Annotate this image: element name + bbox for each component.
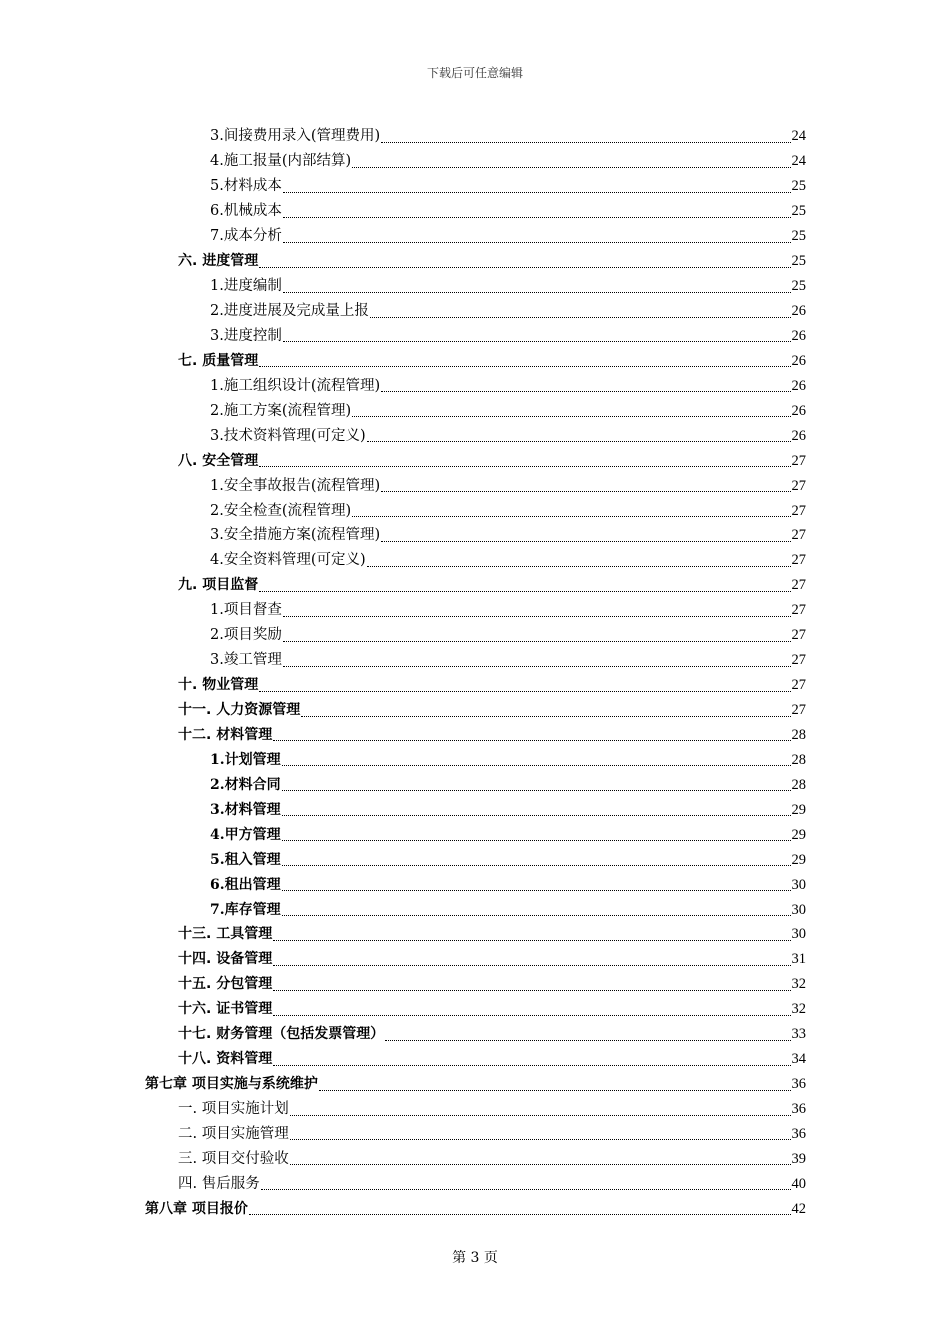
- toc-entry-page-number: 26: [791, 303, 806, 320]
- toc-entry[interactable]: [0, 523, 950, 548]
- dot-leader: [385, 1039, 790, 1041]
- dot-leader: [352, 415, 790, 417]
- toc-entry-title: 十. 物业管理: [178, 677, 259, 694]
- toc-entry[interactable]: [0, 249, 950, 274]
- toc-entry[interactable]: [0, 1196, 950, 1221]
- dot-leader: [259, 266, 790, 268]
- dot-leader: [273, 1064, 790, 1066]
- toc-entry-title: 第七章 项目实施与系统维护: [145, 1076, 318, 1093]
- toc-entry[interactable]: [0, 299, 950, 324]
- toc-entry[interactable]: [0, 623, 950, 648]
- toc-entry[interactable]: [0, 1047, 950, 1072]
- table-of-contents: [0, 124, 950, 1221]
- dot-leader: [273, 939, 790, 941]
- toc-entry-title: 3.安全措施方案(流程管理): [210, 527, 381, 544]
- toc-entry-title: 4.安全资料管理(可定义): [210, 552, 366, 569]
- toc-entry-title: 十八. 资料管理: [178, 1051, 273, 1068]
- toc-entry-title: 第八章 项目报价: [145, 1200, 248, 1217]
- toc-entry[interactable]: [0, 149, 950, 174]
- toc-entry-page-number: 30: [791, 876, 806, 893]
- toc-entry-title: 六. 进度管理: [178, 253, 259, 270]
- toc-entry[interactable]: [0, 822, 950, 847]
- toc-entry-page-number: 26: [791, 377, 806, 394]
- toc-entry-page-number: 28: [791, 776, 806, 793]
- toc-entry-title: 2.安全检查(流程管理): [210, 502, 352, 519]
- dot-leader: [290, 1114, 791, 1116]
- toc-entry-page-number: 26: [791, 402, 806, 419]
- toc-entry-page-number: 33: [791, 1026, 806, 1043]
- toc-entry-page-number: 36: [791, 1125, 806, 1142]
- dot-leader: [259, 465, 790, 467]
- toc-entry[interactable]: [0, 199, 950, 224]
- dot-leader: [259, 590, 790, 592]
- toc-entry[interactable]: [0, 473, 950, 498]
- dot-leader: [367, 565, 791, 567]
- toc-entry[interactable]: [0, 1022, 950, 1047]
- toc-entry[interactable]: [0, 747, 950, 772]
- dot-leader: [261, 1188, 791, 1190]
- toc-entry-page-number: 25: [791, 203, 806, 220]
- toc-entry-title: 7.成本分析: [210, 228, 282, 245]
- toc-entry-title: 七. 质量管理: [178, 352, 259, 369]
- toc-entry-page-number: 36: [791, 1101, 806, 1118]
- dot-leader: [283, 615, 791, 617]
- toc-entry-page-number: 26: [791, 427, 806, 444]
- toc-entry[interactable]: [0, 723, 950, 748]
- toc-entry-title: 十四. 设备管理: [178, 951, 273, 968]
- toc-entry-title: 6.租出管理: [210, 876, 281, 893]
- toc-entry-title: 7.库存管理: [210, 901, 281, 918]
- toc-entry-title: 4.甲方管理: [210, 826, 281, 843]
- toc-entry-page-number: 39: [791, 1150, 806, 1167]
- toc-entry-page-number: 30: [791, 901, 806, 918]
- dot-leader: [273, 1014, 790, 1016]
- toc-entry-page-number: 25: [791, 178, 806, 195]
- toc-entry[interactable]: [0, 922, 950, 947]
- toc-entry-title: 5.租入管理: [210, 851, 281, 868]
- toc-entry-page-number: 32: [791, 976, 806, 993]
- toc-entry-page-number: 27: [791, 552, 806, 569]
- toc-entry[interactable]: [0, 124, 950, 149]
- toc-entry[interactable]: [0, 224, 950, 249]
- toc-entry[interactable]: [0, 1097, 950, 1122]
- toc-entry[interactable]: [0, 947, 950, 972]
- toc-entry-title: 3.进度控制: [210, 327, 282, 344]
- toc-entry[interactable]: [0, 673, 950, 698]
- dot-leader: [282, 764, 791, 766]
- dot-leader: [282, 889, 791, 891]
- toc-entry-title: 2.进度进展及完成量上报: [210, 303, 369, 320]
- toc-entry-page-number: 32: [791, 1001, 806, 1018]
- toc-entry-page-number: 28: [791, 751, 806, 768]
- toc-entry-page-number: 28: [791, 726, 806, 743]
- dot-leader: [283, 191, 791, 193]
- toc-entry[interactable]: [0, 348, 950, 373]
- toc-entry[interactable]: [0, 847, 950, 872]
- toc-entry-title: 二. 项目实施管理: [178, 1125, 289, 1142]
- toc-entry-page-number: 40: [791, 1175, 806, 1192]
- dot-leader: [381, 540, 790, 542]
- toc-entry[interactable]: [0, 423, 950, 448]
- toc-entry-title: 一. 项目实施计划: [178, 1101, 289, 1118]
- dot-leader: [283, 291, 791, 293]
- toc-entry-page-number: 36: [791, 1076, 806, 1093]
- toc-entry[interactable]: [0, 897, 950, 922]
- toc-entry-title: 十六. 证书管理: [178, 1001, 273, 1018]
- page-footer: 第 3 页: [452, 1250, 498, 1266]
- dot-leader: [290, 1163, 791, 1165]
- toc-entry-title: 1.施工组织设计(流程管理): [210, 377, 381, 394]
- toc-entry-title: 2.材料合同: [210, 776, 281, 793]
- toc-entry[interactable]: [0, 448, 950, 473]
- toc-entry-page-number: 30: [791, 926, 806, 943]
- toc-entry-title: 三. 项目交付验收: [178, 1150, 289, 1167]
- toc-entry-page-number: 31: [791, 951, 806, 968]
- toc-entry-page-number: 27: [791, 502, 806, 519]
- toc-entry[interactable]: [0, 548, 950, 573]
- dot-leader: [259, 690, 790, 692]
- toc-entry-title: 十一. 人力资源管理: [178, 702, 301, 719]
- dot-leader: [282, 914, 791, 916]
- toc-entry-page-number: 27: [791, 702, 806, 719]
- toc-entry-page-number: 27: [791, 577, 806, 594]
- toc-entry-page-number: 27: [791, 677, 806, 694]
- toc-entry-title: 十二. 材料管理: [178, 726, 273, 743]
- dot-leader: [319, 1089, 791, 1091]
- toc-entry-page-number: 26: [791, 352, 806, 369]
- toc-entry[interactable]: [0, 573, 950, 598]
- toc-entry-title: 2.项目奖励: [210, 627, 282, 644]
- toc-entry-title: 6.机械成本: [210, 203, 282, 220]
- toc-entry-title: 1.计划管理: [210, 751, 281, 768]
- toc-entry[interactable]: [0, 1072, 950, 1097]
- page-header: 下载后可任意编辑: [426, 66, 523, 80]
- dot-leader: [352, 515, 790, 517]
- toc-entry-title: 1.进度编制: [210, 278, 282, 295]
- toc-entry[interactable]: [0, 274, 950, 299]
- dot-leader: [273, 739, 790, 741]
- toc-entry[interactable]: [0, 324, 950, 349]
- dot-leader: [290, 1138, 791, 1140]
- toc-entry-title: 十五. 分包管理: [178, 976, 273, 993]
- toc-entry-title: 3.间接费用录入(管理费用): [210, 128, 381, 145]
- toc-entry-page-number: 27: [791, 652, 806, 669]
- dot-leader: [381, 141, 790, 143]
- dot-leader: [282, 814, 791, 816]
- toc-entry[interactable]: [0, 174, 950, 199]
- dot-leader: [301, 715, 790, 717]
- toc-entry-page-number: 25: [791, 228, 806, 245]
- dot-leader: [283, 340, 791, 342]
- toc-entry-title: 2.施工方案(流程管理): [210, 402, 352, 419]
- toc-entry-title: 1.项目督查: [210, 602, 282, 619]
- toc-entry[interactable]: [0, 498, 950, 523]
- dot-leader: [370, 316, 791, 318]
- dot-leader: [352, 166, 790, 168]
- toc-entry-title: 3.技术资料管理(可定义): [210, 427, 366, 444]
- dot-leader: [282, 864, 791, 866]
- toc-entry-page-number: 29: [791, 801, 806, 818]
- toc-entry-page-number: 27: [791, 527, 806, 544]
- dot-leader: [283, 241, 791, 243]
- toc-entry-title: 八. 安全管理: [178, 452, 259, 469]
- toc-entry[interactable]: [0, 797, 950, 822]
- toc-entry-title: 九. 项目监督: [178, 577, 259, 594]
- dot-leader: [259, 365, 790, 367]
- toc-entry-page-number: 27: [791, 602, 806, 619]
- dot-leader: [282, 789, 791, 791]
- toc-entry[interactable]: [0, 1171, 950, 1196]
- toc-entry[interactable]: [0, 373, 950, 398]
- toc-entry-title: 3.竣工管理: [210, 652, 282, 669]
- toc-entry-page-number: 34: [791, 1051, 806, 1068]
- toc-entry-title: 1.安全事故报告(流程管理): [210, 477, 381, 494]
- toc-entry[interactable]: [0, 398, 950, 423]
- toc-entry-title: 十七. 财务管理（包括发票管理）: [178, 1026, 385, 1043]
- toc-entry-page-number: 25: [791, 278, 806, 295]
- toc-entry-page-number: 29: [791, 826, 806, 843]
- toc-entry-page-number: 27: [791, 477, 806, 494]
- dot-leader: [273, 989, 790, 991]
- toc-entry-title: 十三. 工具管理: [178, 926, 273, 943]
- toc-entry[interactable]: [0, 872, 950, 897]
- dot-leader: [283, 665, 791, 667]
- toc-entry[interactable]: [0, 972, 950, 997]
- dot-leader: [273, 964, 790, 966]
- toc-entry-page-number: 29: [791, 851, 806, 868]
- dot-leader: [381, 490, 790, 492]
- toc-entry-title: 四. 售后服务: [178, 1175, 260, 1192]
- toc-entry-page-number: 42: [791, 1200, 806, 1217]
- toc-entry-page-number: 25: [791, 253, 806, 270]
- toc-entry[interactable]: [0, 1122, 950, 1147]
- toc-entry[interactable]: [0, 598, 950, 623]
- toc-entry-page-number: 24: [791, 153, 806, 170]
- dot-leader: [283, 640, 791, 642]
- toc-entry-title: 4.施工报量(内部结算): [210, 153, 352, 170]
- dot-leader: [381, 390, 790, 392]
- toc-entry-page-number: 26: [791, 327, 806, 344]
- toc-entry[interactable]: [0, 698, 950, 723]
- toc-entry-title: 3.材料管理: [210, 801, 281, 818]
- dot-leader: [249, 1213, 791, 1215]
- toc-entry[interactable]: [0, 997, 950, 1022]
- dot-leader: [283, 216, 791, 218]
- dot-leader: [367, 440, 791, 442]
- toc-entry[interactable]: [0, 772, 950, 797]
- dot-leader: [282, 839, 791, 841]
- toc-entry[interactable]: [0, 1146, 950, 1171]
- toc-entry[interactable]: [0, 648, 950, 673]
- toc-entry-title: 5.材料成本: [210, 178, 282, 195]
- toc-entry-page-number: 24: [791, 128, 806, 145]
- toc-entry-page-number: 27: [791, 627, 806, 644]
- toc-entry-page-number: 27: [791, 452, 806, 469]
